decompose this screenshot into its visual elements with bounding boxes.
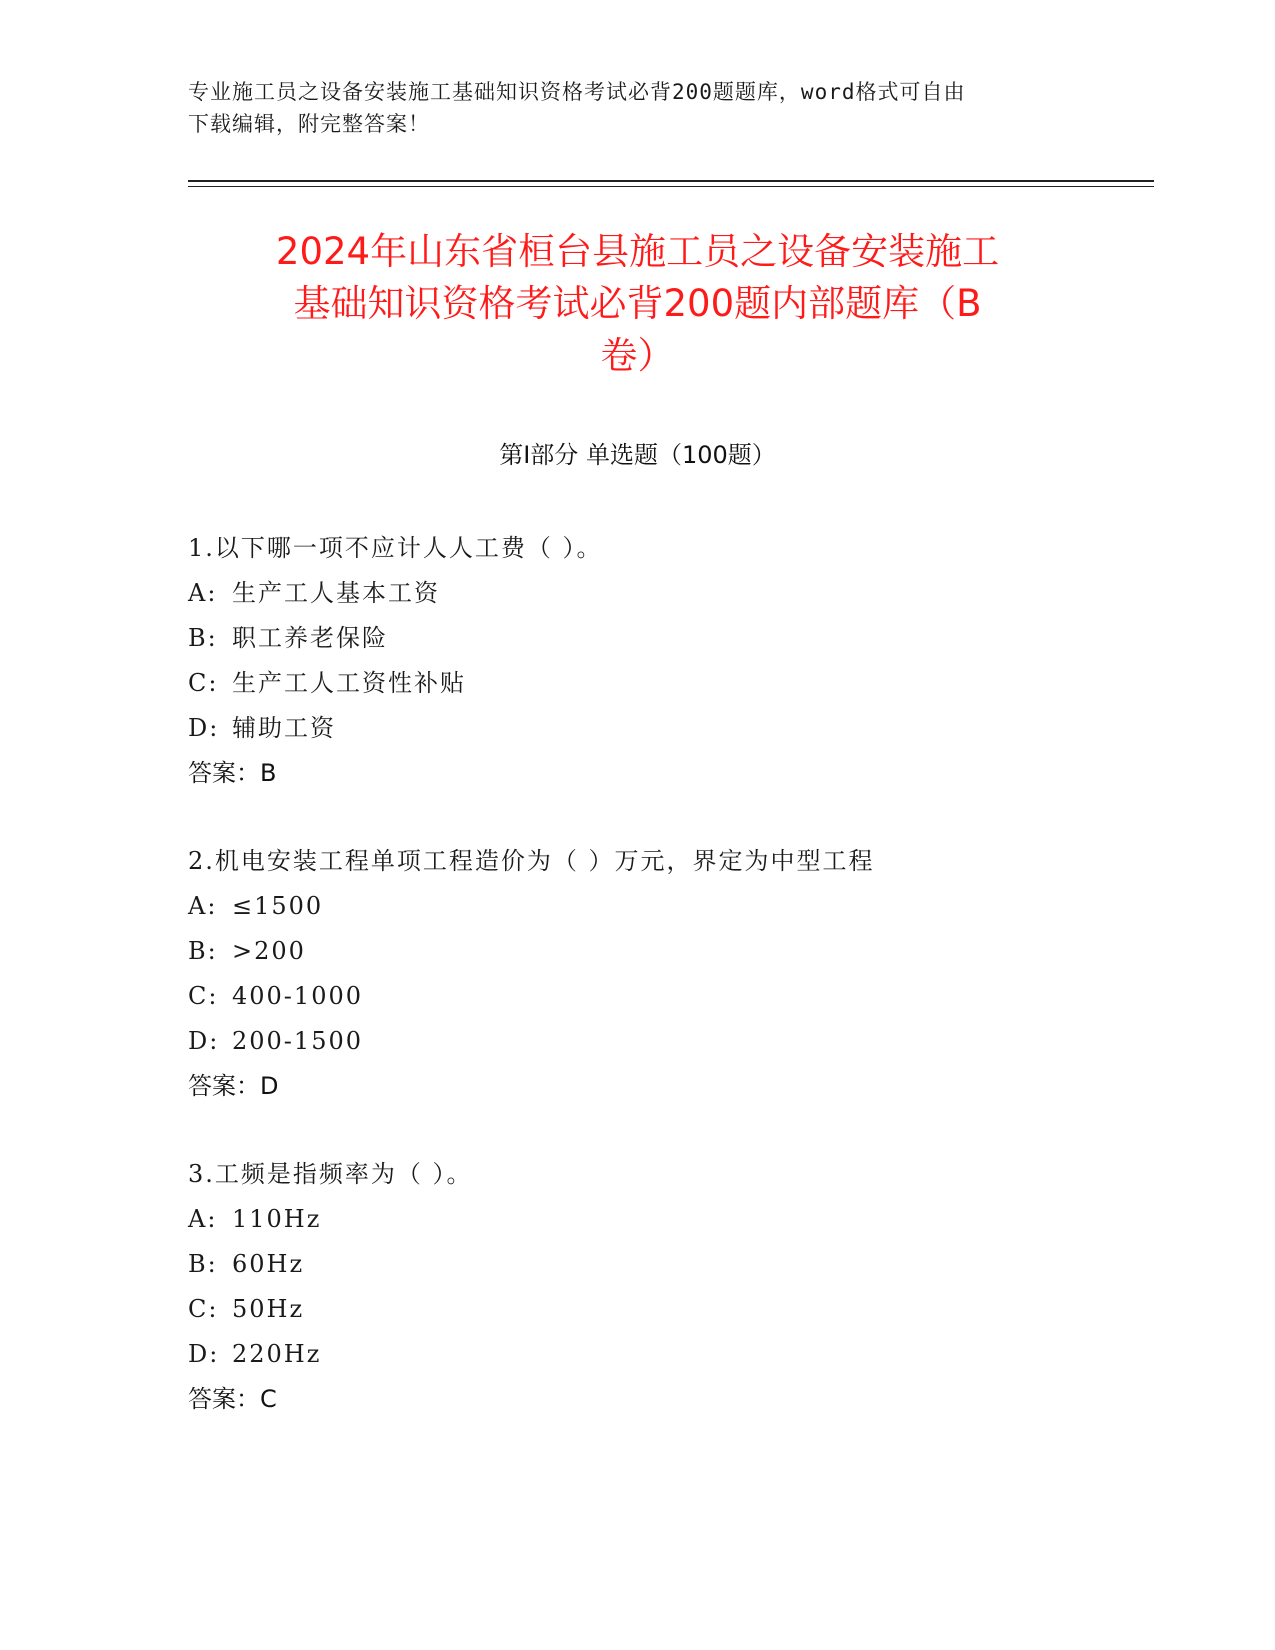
header-divider-thick [188,180,1154,182]
question-1 [188,526,1148,796]
option-b [188,929,1148,974]
option-letter: B: [188,1250,218,1278]
option-letter: A: [188,579,218,607]
question-stem: 3.工频是指频率为（ ）。 [188,1160,473,1188]
option-letter: C: [188,982,219,1010]
answer-line [188,1377,1148,1422]
option-a [188,571,1148,616]
option-text: 50Hz [232,1295,305,1323]
option-d [188,1332,1148,1377]
option-c [188,661,1148,706]
option-d [188,1019,1148,1064]
answer-label: 答案： [188,759,260,787]
answer-value: D [260,1072,279,1100]
title-line-2: 基础知识资格考试必背200题内部题库（B [293,282,982,325]
option-text: 200-1500 [232,1027,363,1055]
option-letter: A: [188,892,218,920]
question-stem: 1.以下哪一项不应计人人工费（ ）。 [188,534,603,562]
answer-line [188,1064,1148,1109]
title-line-1: 2024年山东省桓台县施工员之设备安装施工 [275,230,1000,273]
option-c [188,1287,1148,1332]
option-a [188,884,1148,929]
answer-label: 答案： [188,1385,260,1413]
header-note [188,76,1068,140]
option-text: >200 [232,937,306,965]
option-letter: D: [188,1340,220,1368]
header-divider-thin [188,186,1154,187]
option-letter: A: [188,1205,218,1233]
answer-value: C [260,1385,277,1413]
option-c [188,974,1148,1019]
option-letter: B: [188,624,218,652]
option-letter: C: [188,1295,219,1323]
header-note-line-2: 下载编辑，附完整答案！ [188,112,430,136]
option-text: 60Hz [232,1250,305,1278]
option-text: 400-1000 [232,982,363,1010]
title-line-3: 卷） [600,334,675,377]
option-b [188,616,1148,661]
answer-line [188,751,1148,796]
option-a [188,1197,1148,1242]
option-letter: B: [188,937,218,965]
question-stem: 2.机电安装工程单项工程造价为（ ）万元，界定为中型工程 [188,847,875,875]
answer-label: 答案： [188,1072,260,1100]
option-b [188,1242,1148,1287]
option-text: 生产工人工资性补贴 [232,669,466,697]
option-text: ≤1500 [232,892,324,920]
option-text: 110Hz [232,1205,322,1233]
option-text: 职工养老保险 [232,624,388,652]
question-2 [188,839,1148,1109]
answer-value: B [260,759,277,787]
option-letter: C: [188,669,219,697]
option-text: 生产工人基本工资 [232,579,440,607]
question-3 [188,1152,1148,1422]
header-note-line-1: 专业施工员之设备安装施工基础知识资格考试必背200题题库，word格式可自由 [188,80,966,104]
option-d [188,706,1148,751]
question-list [188,526,1148,1465]
document-title [160,226,1115,382]
option-letter: D: [188,1027,220,1055]
option-letter: D: [188,714,220,742]
option-text: 220Hz [232,1340,322,1368]
section-heading: 第Ⅰ部分 单选题（100题） [499,441,776,469]
option-text: 辅助工资 [232,714,336,742]
